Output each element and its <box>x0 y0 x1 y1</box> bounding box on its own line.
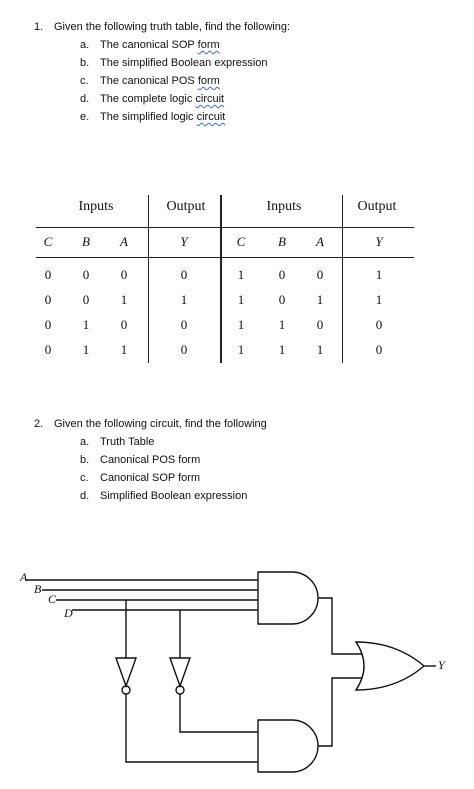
table-cell: 0 <box>375 317 383 332</box>
table-header-rule <box>36 257 414 258</box>
question-2-prompt: Given the following circuit, find the following <box>54 418 267 430</box>
table-cell: 0 <box>180 317 188 332</box>
col-header-y: Y <box>180 234 188 249</box>
logic-circuit-diagram <box>20 560 470 785</box>
table-cell: 1 <box>237 292 245 307</box>
spellcheck-underline: form <box>197 75 220 87</box>
left-output-header: Output <box>166 199 206 214</box>
wire-not-d <box>180 694 258 732</box>
or-gate <box>356 642 424 690</box>
table-cell: 1 <box>375 267 383 282</box>
table-cell: 1 <box>237 317 245 332</box>
table-cell: 0 <box>120 317 128 332</box>
question-2-title <box>34 415 267 433</box>
table-cell: 0 <box>316 317 324 332</box>
table-cell: 0 <box>44 292 52 307</box>
inverter-right <box>170 658 190 686</box>
question-1 <box>34 18 454 128</box>
table-cell: 0 <box>82 292 90 307</box>
table-cell: 0 <box>278 267 286 282</box>
spellcheck-underline: form <box>197 39 220 51</box>
question-2-item-a: a. Truth Table <box>80 436 155 448</box>
table-cell: 1 <box>237 267 245 282</box>
spellcheck-underline: circuit <box>195 93 225 105</box>
input-label-b: B <box>34 582 42 596</box>
table-cell: 0 <box>180 267 188 282</box>
table-cell: 1 <box>237 342 245 357</box>
table-cell: 1 <box>316 292 324 307</box>
wire-not-c <box>126 694 258 762</box>
question-1-item-c: c. The canonical POS form <box>80 75 220 87</box>
table-cell: 0 <box>44 342 52 357</box>
table-cell: 1 <box>120 292 128 307</box>
question-2-item-c: c. Canonical SOP form <box>80 472 201 484</box>
question-1-item-a: a. The canonical SOP form <box>80 39 220 51</box>
question-1-item-e: e. The simplified logic circuit <box>80 111 226 123</box>
table-cell: 1 <box>82 317 90 332</box>
spellcheck-underline: circuit <box>196 111 226 123</box>
question-1-number: 1. <box>34 21 44 33</box>
input-label-c: C <box>48 592 57 606</box>
left-inputs-header: Inputs <box>78 199 114 214</box>
table-cell: 1 <box>120 342 128 357</box>
col-header-a: A <box>316 234 324 249</box>
table-cell: 0 <box>82 267 90 282</box>
table-cell: 0 <box>44 267 52 282</box>
table-cell: 1 <box>180 292 188 307</box>
and-gate-top <box>258 572 318 624</box>
question-2-number: 2. <box>34 418 44 430</box>
table-divider <box>148 195 149 363</box>
question-2-item-d: d. Simplified Boolean expression <box>80 490 248 502</box>
wire-top-and-to-or <box>318 598 362 654</box>
truth-table <box>36 193 416 365</box>
table-header-rule <box>36 227 414 228</box>
question-2 <box>34 415 454 515</box>
wire-bottom-and-to-or <box>318 678 362 746</box>
input-label-a: A <box>20 570 28 584</box>
question-1-title <box>34 18 290 36</box>
and-gate-bottom <box>258 720 318 772</box>
col-header-c: C <box>236 234 246 249</box>
question-1-item-b: b. The simplified Boolean expression <box>80 57 268 69</box>
table-cell: 1 <box>278 342 286 357</box>
col-header-a: A <box>120 234 128 249</box>
table-divider <box>220 195 222 363</box>
right-inputs-header: Inputs <box>266 199 302 214</box>
col-header-b: B <box>278 234 286 249</box>
table-cell: 0 <box>44 317 52 332</box>
table-cell: 1 <box>82 342 90 357</box>
question-1-prompt: Given the following truth table, find the following: <box>54 21 291 33</box>
table-cell: 0 <box>278 292 286 307</box>
output-label-y: Y <box>438 658 445 672</box>
table-cell: 1 <box>316 342 324 357</box>
right-output-header: Output <box>357 199 397 214</box>
question-2-item-b: b. Canonical POS form <box>80 454 201 466</box>
logic-circuit-svg <box>20 560 470 785</box>
table-divider <box>342 195 343 363</box>
question-1-item-d: d. The complete logic circuit <box>80 93 225 105</box>
input-label-d: D <box>64 606 73 620</box>
col-header-c: C <box>43 234 53 249</box>
table-cell: 1 <box>278 317 286 332</box>
table-cell: 0 <box>180 342 188 357</box>
table-cell: 0 <box>316 267 324 282</box>
col-header-b: B <box>82 234 90 249</box>
table-cell: 1 <box>375 292 383 307</box>
table-cell: 0 <box>375 342 383 357</box>
inverter-left <box>116 658 136 686</box>
table-cell: 0 <box>120 267 128 282</box>
col-header-y: Y <box>375 234 383 249</box>
